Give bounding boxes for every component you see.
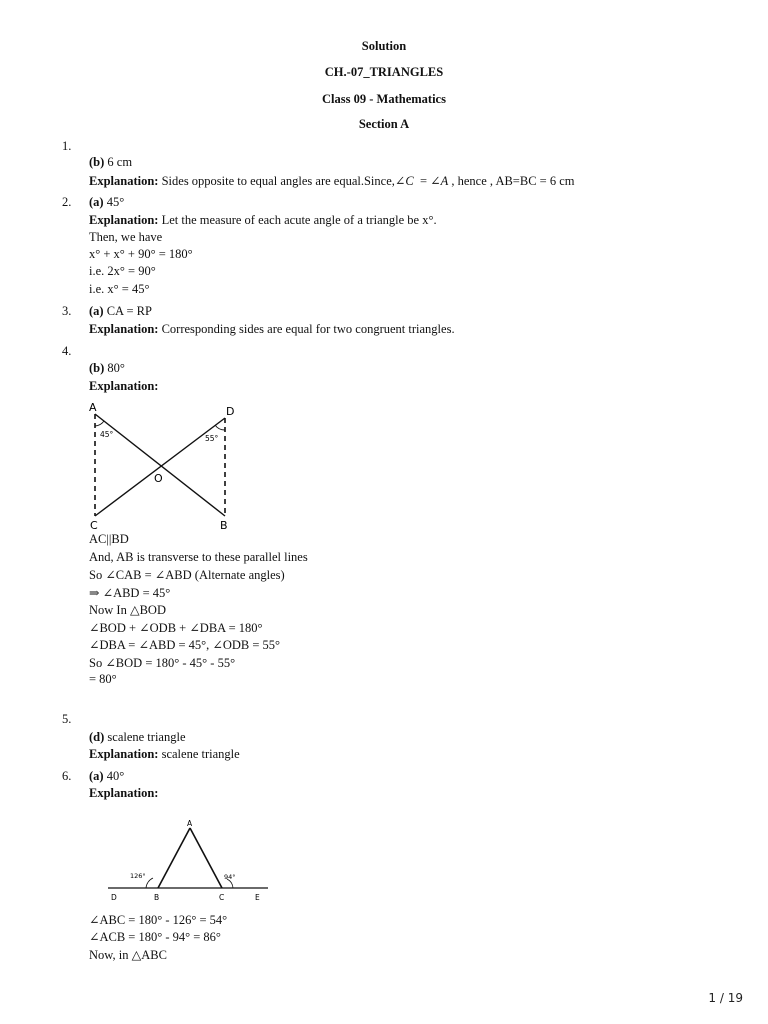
explanation-label: Explanation:: [89, 379, 159, 393]
crossed-lines-figure: [88, 398, 248, 532]
question-number: 2.: [62, 195, 72, 209]
answer-text: 6 cm: [107, 155, 133, 169]
working-line: And, AB is transverse to these parallel lines: [89, 550, 308, 564]
triangle-figure: [102, 804, 282, 910]
angle-arc-a: [95, 421, 104, 426]
answer-option: (a): [89, 769, 104, 783]
answer-text: scalene triangle: [107, 730, 186, 744]
equals-sign: =: [419, 174, 427, 188]
answer-text: 80°: [107, 361, 125, 375]
answer-text: 40°: [106, 769, 125, 783]
answer-line: [89, 304, 152, 319]
label-d: D: [111, 893, 117, 902]
working-line: Then, we have: [89, 230, 163, 244]
answer-option: (b): [89, 155, 105, 169]
label-a: A: [187, 819, 193, 828]
explanation-text: , hence , AB=BC = 6 cm: [451, 174, 575, 188]
angle-label-b: 126°: [130, 872, 146, 880]
explanation-line: [89, 213, 437, 228]
working-line: ∠BOD + ∠ODB + ∠DBA = 180°: [89, 621, 263, 635]
angle-arc-b: [146, 878, 153, 888]
working-line: Now In △BOD: [89, 603, 166, 617]
working-line: Now, in △ABC: [89, 948, 167, 962]
explanation-label: Explanation:: [89, 786, 159, 800]
page-title: Solution: [361, 39, 407, 53]
working-line: ∠DBA = ∠ABD = 45°, ∠ODB = 55°: [89, 638, 281, 652]
explanation-text: scalene triangle: [161, 747, 240, 761]
working-line: ∠ACB = 180° - 94° = 86°: [89, 930, 221, 944]
explanation-text: Let the measure of each acute angle of a triangle be x°.: [161, 213, 437, 227]
chapter-title: CH.-07_TRIANGLES: [324, 65, 444, 79]
working-line: ⇒ ∠ABD = 45°: [89, 586, 171, 600]
explanation-label: Explanation:: [89, 213, 159, 227]
question-number: 3.: [62, 304, 72, 318]
answer-line: [89, 155, 132, 170]
angle-arc-d: [215, 425, 225, 430]
label-e: E: [255, 893, 260, 902]
working-line: So ∠BOD = 180° - 45° - 55°: [89, 656, 236, 670]
question-number: 5.: [62, 712, 72, 726]
label-a: A: [89, 401, 97, 414]
explanation-label: Explanation:: [89, 747, 159, 761]
explanation-label: Explanation:: [89, 174, 159, 188]
label-b: B: [220, 519, 228, 532]
answer-line: [89, 195, 124, 210]
answer-text: CA = RP: [106, 304, 152, 318]
explanation-label: Explanation:: [89, 322, 159, 336]
question-number: 6.: [62, 769, 72, 783]
explanation-line: [89, 747, 240, 762]
explanation-text: Sides opposite to equal angles are equal.Since,: [161, 174, 395, 188]
working-line: So ∠CAB = ∠ABD (Alternate angles): [89, 568, 285, 582]
explanation-text: Corresponding sides are equal for two congruent triangles.: [161, 322, 455, 336]
angle-label-a: 45°: [100, 430, 114, 439]
angle-symbol: ∠A: [430, 174, 449, 188]
label-c: C: [90, 519, 98, 532]
answer-option: (b): [89, 361, 105, 375]
angle-symbol: ∠C: [394, 174, 414, 188]
label-d: D: [226, 405, 235, 418]
explanation-line: [89, 173, 574, 189]
answer-option: (a): [89, 304, 104, 318]
working-line: AC||BD: [89, 532, 129, 546]
answer-line: [89, 361, 125, 376]
working-line: = 80°: [89, 672, 117, 686]
section-title: Section A: [358, 117, 410, 131]
angle-label-c: 94°: [224, 873, 236, 881]
working-line: x° + x° + 90° = 180°: [89, 247, 193, 261]
working-line: i.e. x° = 45°: [89, 282, 150, 296]
angle-label-d: 55°: [205, 434, 219, 443]
label-o: O: [154, 472, 163, 485]
question-number: 4.: [62, 344, 72, 358]
question-number: 1.: [62, 139, 72, 153]
answer-line: [89, 730, 186, 745]
answer-option: (a): [89, 195, 104, 209]
working-line: i.e. 2x° = 90°: [89, 264, 156, 278]
side-ac: [190, 828, 222, 888]
explanation-line: [89, 322, 455, 337]
answer-line: [89, 769, 124, 784]
class-title: Class 09 - Mathematics: [322, 92, 446, 106]
answer-option: (d): [89, 730, 105, 744]
side-ab: [158, 828, 190, 888]
answer-text: 45°: [106, 195, 125, 209]
label-b: B: [154, 893, 160, 902]
label-c: C: [219, 893, 225, 902]
working-line: ∠ABC = 180° - 126° = 54°: [89, 913, 228, 927]
page-indicator: 1 / 19: [708, 991, 743, 1005]
